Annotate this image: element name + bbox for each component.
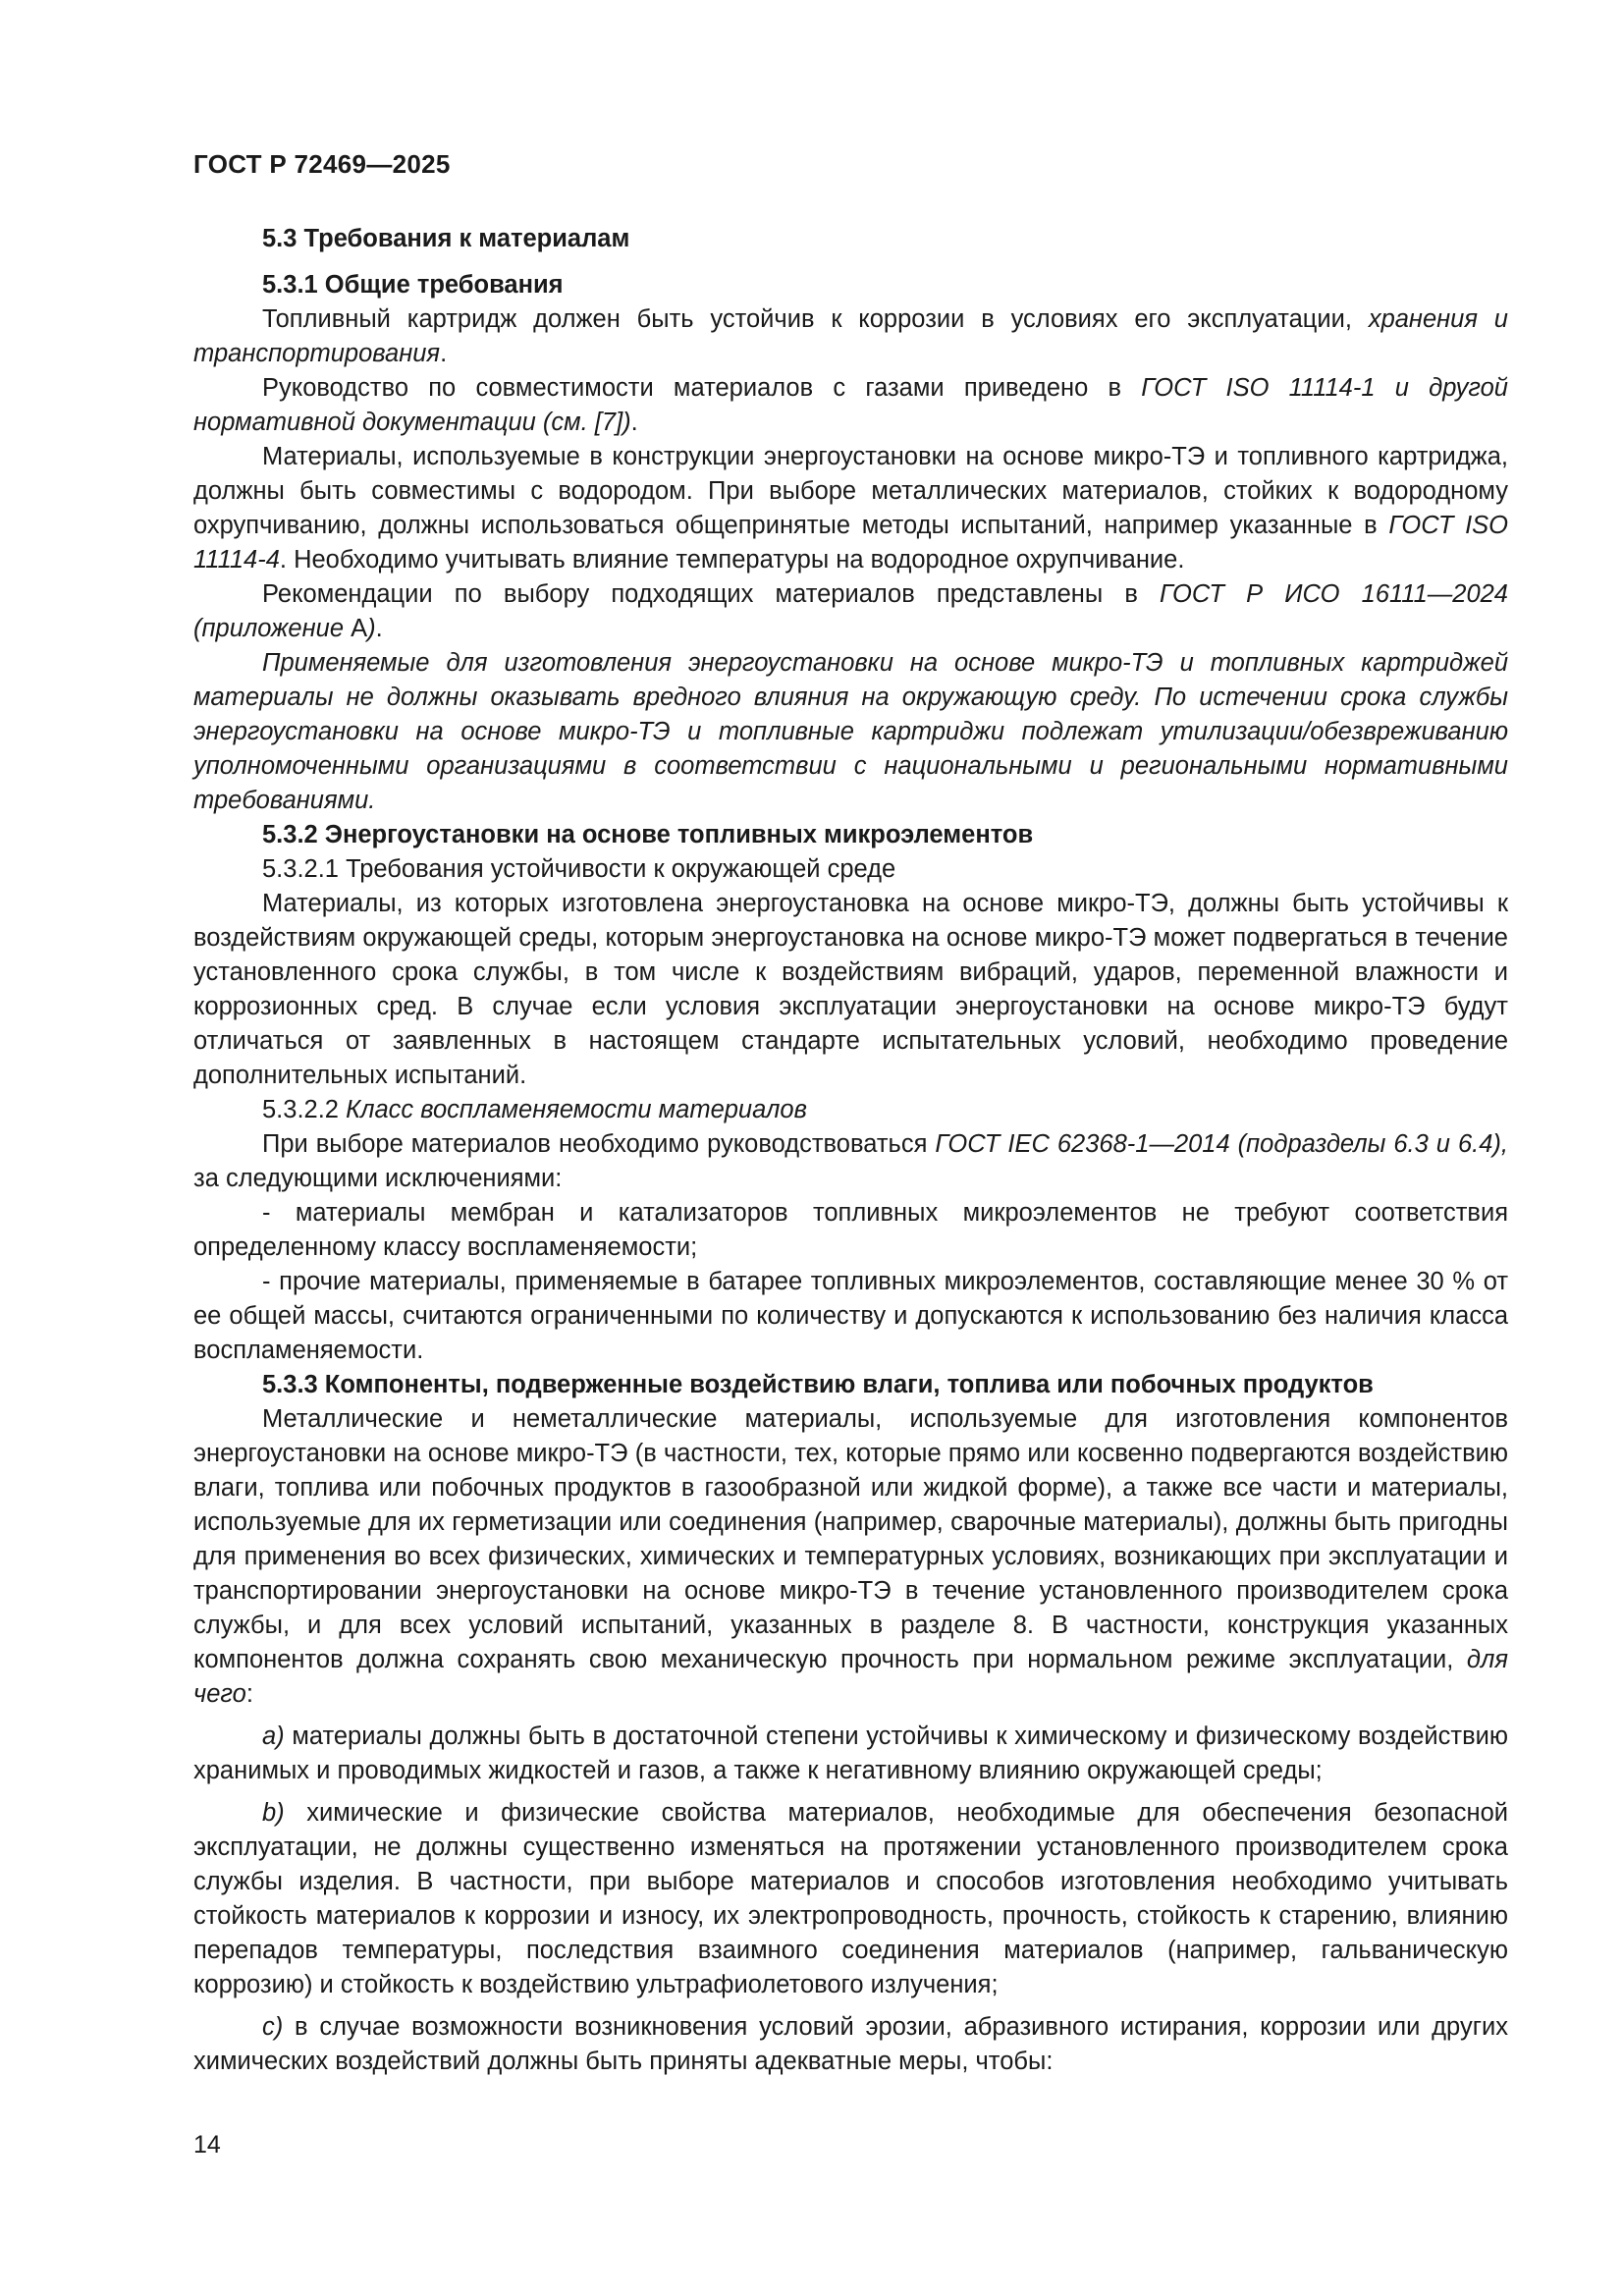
text-run: - материалы мембран и катализаторов топливных микроэлементов не требуют соответствия определенному классу воспламеняемости; — [193, 1199, 1508, 1261]
italic-text: ГОСТ Р ИСО 16111—2024 (приложение — [193, 580, 1508, 642]
italic-text: с) — [262, 2013, 284, 2041]
paragraph — [193, 1196, 1508, 1265]
text-run: . Необходимо учитывать влияние температуры на водородное охрупчивание. — [279, 546, 1185, 574]
text-run: Рекомендации по выбору подходящих материалов представлены в — [262, 580, 1160, 608]
page-number: 14 — [193, 2131, 221, 2159]
paragraph — [193, 887, 1508, 1093]
text-run: за следующими исключениями: — [193, 1165, 563, 1192]
italic-text: хранения и транспортирования — [193, 305, 1508, 367]
italic-text: ГОСТ ISO 11114-1 и другой нормативной документации (см. [7]) — [193, 374, 1508, 436]
text-run: 5.3.3 Компоненты, подверженные воздействию влаги, топлива или побочных продуктов — [262, 1371, 1374, 1398]
text-run: . — [630, 409, 638, 436]
paragraph — [193, 646, 1508, 818]
text-run: При выборе материалов необходимо руководствоваться — [262, 1130, 936, 1158]
text-run: . — [440, 340, 448, 367]
italic-text: Класс воспламеняемости материалов — [346, 1096, 807, 1123]
text-run: 5.3 Требования к материалам — [262, 225, 630, 252]
text-run: 5.3.1 Общие требования — [262, 271, 564, 299]
italic-text: для чего — [193, 1646, 1508, 1708]
italic-text: b) — [262, 1799, 285, 1827]
text-run: Металлические и неметаллические материалы, используемые для изготовления компонентов энергоустановки на основе микро-ТЭ (в частности, тех, которые прямо или косвенно подвергаются воздействию влаги, топлива или побочных продуктов в газообразной или жидкой форме), а также все части и материалы, используемые для их герметизации или соединения (например, сварочные материалы), должны быть пригодны для применения во всех физических, химических и температурных условиях, возникающих при эксплуатации и транспортировании энергоустановки на основе микро-ТЭ в течение установленного производителем срока службы, и для всех условий испытаний, указанных в разделе 8. В частности, конструкция указанных компонентов должна сохранять свою механическую прочность при нормальном режиме эксплуатации, — [193, 1405, 1508, 1673]
paragraph — [193, 440, 1508, 577]
text-run: материалы должны быть в достаточной степени устойчивы к химическому и физическому воздействию хранимых и проводимых жидкостей и газов, а также к негативному влиянию окружающей среды; — [193, 1722, 1508, 1784]
paragraph — [193, 1402, 1508, 1712]
italic-text: а) — [262, 1722, 285, 1750]
paragraph — [193, 1720, 1508, 1788]
italic-text: ) — [367, 615, 376, 642]
paragraph — [193, 371, 1508, 440]
text-run: 5.3.2.2 — [262, 1096, 347, 1123]
text-run: Руководство по совместимости материалов с газами приведено в — [262, 374, 1142, 402]
text-run: . — [375, 615, 383, 642]
paragraph — [193, 2010, 1508, 2079]
italic-text: Применяемые для изготовления энергоустановки на основе микро-ТЭ и топливных картриджей материалы не должны оказывать вредного влияния на окружающую среду. По истечении срока службы энергоустановки на основе микро-ТЭ и топливные картриджи подлежат утилизации/обезвреживанию уполномоченными организациями в соответствии с национальными и региональными нормативными требованиями. — [193, 649, 1508, 814]
text-run: 5.3.2.1 Требования устойчивости к окружающей среде — [262, 855, 896, 883]
text-run: - прочие материалы, применяемые в батарее топливных микроэлементов, составляющие менее 30 % от ее общей массы, считаются ограниченными по количеству и допускаются к использованию без наличия класса воспламеняемости. — [193, 1268, 1508, 1364]
text-run: Материалы, из которых изготовлена энергоустановка на основе микро-ТЭ, должны быть устойчивы к воздействиям окружающей среды, которым энергоустановка на основе микро-ТЭ может подвергаться в течение установленного срока службы, в том числе к воздействиям вибраций, ударов, переменной влажности и коррозионных сред. В случае если условия эксплуатации энергоустановки на основе микро-ТЭ будут отличаться от заявленных в настоящем стандарте испытательных условий, необходимо проведение дополнительных испытаний. — [193, 890, 1508, 1089]
italic-text: ГОСТ ISO 11114-4 — [193, 512, 1508, 574]
text-run: 5.3.2 Энергоустановки на основе топливных микроэлементов — [262, 821, 1034, 848]
text-run: Материалы, используемые в конструкции энергоустановки на основе микро-ТЭ и топливного картриджа, должны быть совместимы с водородом. При выборе металлических материалов, стойких к водородному охрупчиванию, должны использоваться общепринятые методы испытаний, например указанные в — [193, 443, 1508, 539]
section-heading — [193, 268, 1508, 302]
section-heading — [193, 1368, 1508, 1402]
paragraph — [193, 302, 1508, 371]
text-run: А — [351, 615, 368, 642]
paragraph — [193, 577, 1508, 646]
section-heading — [193, 818, 1508, 852]
italic-text: ГОСТ IEC 62368-1—2014 (подразделы 6.3 и 6.4), — [935, 1130, 1509, 1158]
section-heading — [193, 222, 1508, 256]
paragraph — [193, 1796, 1508, 2002]
text-run: : — [245, 1680, 253, 1708]
text-run: химические и физические свойства материалов, необходимые для обеспечения безопасной эксплуатации, не должны существенно изменяться на протяжении установленного производителем срока службы изделия. В частности, при выборе материалов и способов изготовления необходимо учитывать стойкость материалов к коррозии и износу, их электропроводность, прочность, стойкость к старению, влиянию перепадов температуры, последствия взаимного соединения материалов (например, гальваническую коррозию) и стойкость к воздействию ультрафиолетового излучения; — [193, 1799, 1508, 1998]
document-header: ГОСТ Р 72469—2025 — [193, 149, 451, 179]
paragraph — [193, 1127, 1508, 1196]
text-run: Топливный картридж должен быть устойчив к коррозии в условиях его эксплуатации, — [262, 305, 1369, 333]
paragraph — [193, 1265, 1508, 1368]
document-body — [193, 222, 1508, 2079]
paragraph — [193, 852, 1508, 887]
paragraph — [193, 1093, 1508, 1127]
text-run: в случае возможности возникновения условий эрозии, абразивного истирания, коррозии или других химических воздействий должны быть приняты адекватные меры, чтобы: — [193, 2013, 1508, 2075]
